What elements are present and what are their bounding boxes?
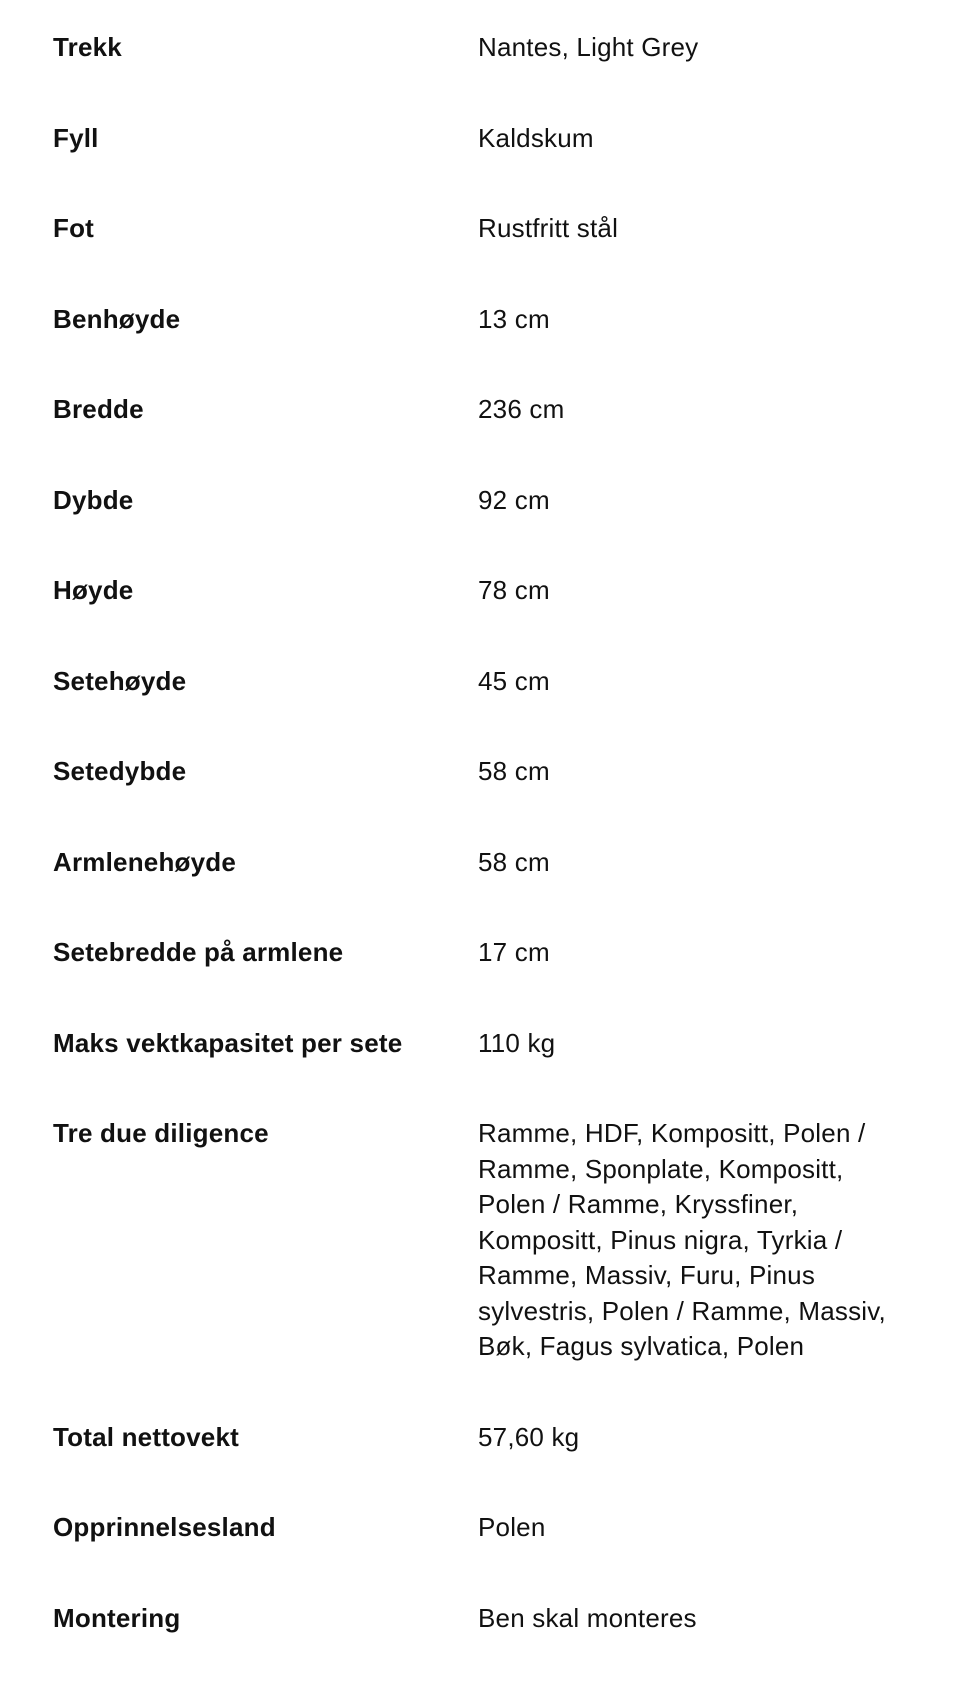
spec-row-montering [0, 1601, 960, 1691]
spec-row-tre-due-diligence [0, 1116, 960, 1420]
spec-row-setedybde [0, 754, 960, 845]
spec-value: Ben skal monteres [478, 1601, 908, 1637]
spec-row-opprinnelsesland [0, 1510, 960, 1601]
spec-value: 57,60 kg [478, 1420, 908, 1456]
spec-row-trekk [0, 30, 960, 121]
spec-value: 92 cm [478, 483, 908, 519]
spec-label: Maks vektkapasitet per sete [53, 1026, 478, 1061]
spec-label: Høyde [53, 573, 478, 608]
spec-row-armlenehoyde [0, 845, 960, 936]
spec-label: Setebredde på armlene [53, 935, 478, 970]
spec-label: Opprinnelsesland [53, 1510, 478, 1545]
spec-label: Total nettovekt [53, 1420, 478, 1455]
spec-value: 236 cm [478, 392, 908, 428]
spec-row-fot [0, 211, 960, 302]
spec-label: Trekk [53, 30, 478, 65]
spec-label: Montering [53, 1601, 478, 1636]
spec-row-benhoyde [0, 302, 960, 393]
spec-row-hoyde [0, 573, 960, 664]
spec-value: 110 kg [478, 1026, 908, 1062]
spec-value: Nantes, Light Grey [478, 30, 908, 66]
spec-row-setehoyde [0, 664, 960, 755]
spec-label: Armlenehøyde [53, 845, 478, 880]
spec-label: Fyll [53, 121, 478, 156]
spec-row-setebredde [0, 935, 960, 1026]
spec-value: 58 cm [478, 845, 908, 881]
spec-label: Benhøyde [53, 302, 478, 337]
spec-value: Polen [478, 1510, 908, 1546]
spec-value: Rustfritt stål [478, 211, 908, 247]
spec-value: 17 cm [478, 935, 908, 971]
spec-row-maks-vektkapasitet [0, 1026, 960, 1117]
spec-label: Dybde [53, 483, 478, 518]
spec-label: Tre due diligence [53, 1116, 478, 1151]
spec-label: Fot [53, 211, 478, 246]
spec-value: Ramme, HDF, Kompositt, Polen / Ramme, Sponplate, Kompositt, Polen / Ramme, Kryssfiner, Kompositt, Pinus nigra, Tyrkia / Ramme, Massiv, Furu, Pinus sylvestris, Polen / Ramme, Massiv, Bøk, Fagus sylvatica, Polen [478, 1116, 908, 1365]
spec-value: 58 cm [478, 754, 908, 790]
spec-label: Setehøyde [53, 664, 478, 699]
spec-value: Kaldskum [478, 121, 908, 157]
spec-value: 45 cm [478, 664, 908, 700]
spec-label: Bredde [53, 392, 478, 427]
spec-label: Setedybde [53, 754, 478, 789]
spec-row-bredde [0, 392, 960, 483]
spec-value: 13 cm [478, 302, 908, 338]
spec-row-fyll [0, 121, 960, 212]
spec-value: 78 cm [478, 573, 908, 609]
spec-row-dybde [0, 483, 960, 574]
spec-row-total-nettovekt [0, 1420, 960, 1511]
